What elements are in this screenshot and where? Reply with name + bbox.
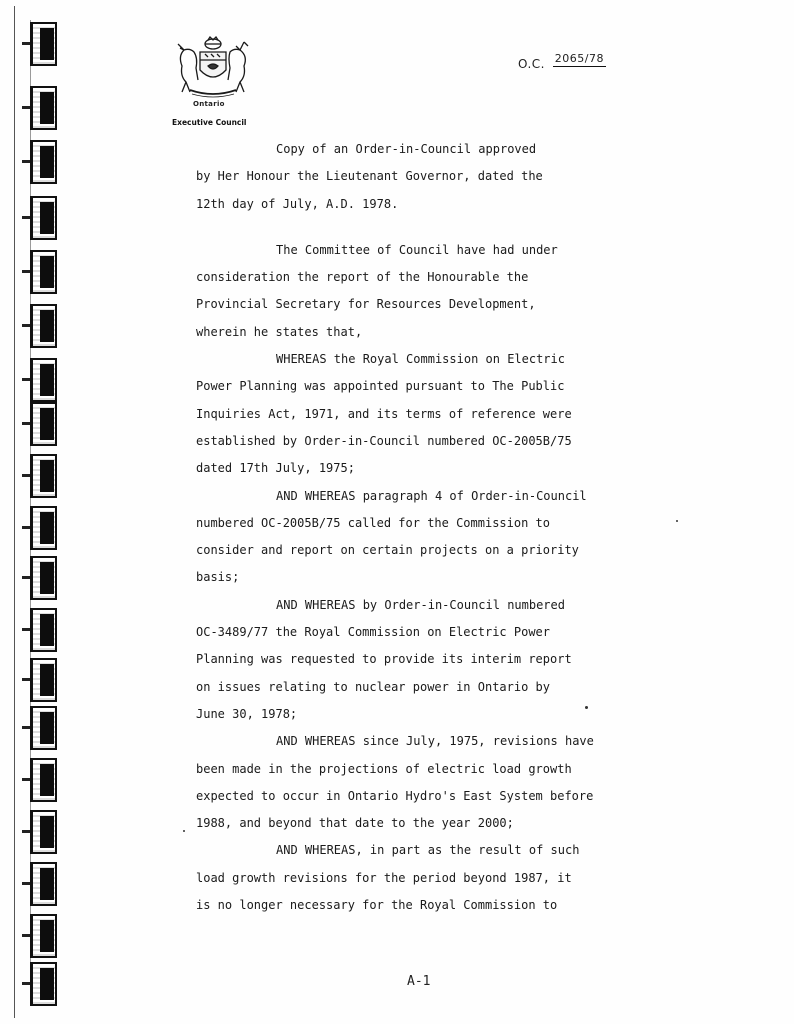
text-line: Power Planning was appointed pursuant to The Public (196, 379, 565, 394)
paragraph-whereas-2 (196, 483, 656, 592)
text-line: June 30, 1978; (196, 706, 298, 721)
binder-clip-icon (30, 962, 56, 1006)
text-line: established by Order-in-Council numbered OC-2005B/75 (196, 433, 572, 448)
oc-number: 2065/78 (554, 52, 604, 65)
text-line: numbered OC-2005B/75 called for the Commission to (196, 515, 551, 530)
binder-clip-icon (30, 914, 56, 958)
binder-clip-icon (30, 706, 56, 750)
binder-clip-icon (30, 454, 56, 498)
binder-clip-icon (30, 810, 56, 854)
binder-clip-icon (30, 140, 56, 184)
text-line: Provincial Secretary for Resources Development, (196, 297, 536, 312)
binder-clip-icon (30, 22, 56, 66)
text-line: AND WHEREAS paragraph 4 of Order-in-Council (276, 488, 587, 503)
scan-speck (676, 520, 678, 522)
text-line: WHEREAS the Royal Commission on Electric (276, 352, 565, 367)
text-line: 12th day of July, A.D. 1978. (196, 196, 399, 211)
binder-clip-icon (30, 196, 56, 240)
binder-clip-icon (30, 758, 56, 802)
binding-strip (0, 0, 70, 1024)
text-line: wherein he states that, (196, 324, 363, 339)
executive-council-label: Executive Council (172, 118, 247, 127)
text-line: basis; (196, 570, 240, 585)
page-number: A-1 (407, 974, 431, 989)
binder-clip-icon (30, 658, 56, 702)
scan-speck (585, 706, 588, 709)
binder-clip-icon (30, 358, 56, 402)
text-line: Copy of an Order-in-Council approved (276, 142, 537, 156)
order-body-text (196, 136, 656, 919)
text-line: Inquiries Act, 1971, and its terms of reference were (196, 406, 572, 421)
ontario-coat-of-arms-icon (172, 36, 254, 100)
binder-clip-icon (30, 862, 56, 906)
text-line: Planning was requested to provide its interim report (196, 652, 572, 667)
binder-clip-icon (30, 608, 56, 652)
scan-speck (183, 830, 185, 832)
paragraph-whereas-1 (196, 346, 656, 482)
crest-caption: Ontario (193, 100, 225, 108)
text-line: is no longer necessary for the Royal Commission to (196, 898, 558, 913)
binder-clip-icon (30, 556, 56, 600)
paragraph-approval (196, 136, 656, 218)
text-line: by Her Honour the Lieutenant Governor, dated the (196, 169, 543, 184)
text-line: dated 17th July, 1975; (196, 461, 355, 476)
order-in-council-reference (518, 52, 606, 73)
binder-clip-icon (30, 506, 56, 550)
text-line: OC-3489/77 the Royal Commission on Electric Power (196, 625, 551, 640)
text-line: load growth revisions for the period beyond 1987, it (196, 870, 572, 885)
paragraph-whereas-5 (196, 837, 656, 919)
text-line: expected to occur in Ontario Hydro's East System before (196, 788, 594, 803)
paragraph-whereas-4 (196, 728, 656, 837)
text-line: AND WHEREAS by Order-in-Council numbered (276, 597, 565, 612)
text-line: AND WHEREAS since July, 1975, revisions have (276, 734, 594, 749)
text-line: The Committee of Council have had under (276, 242, 558, 257)
binding-rail (14, 6, 15, 1018)
binder-clip-icon (30, 86, 56, 130)
text-line: on issues relating to nuclear power in Ontario by (196, 679, 551, 694)
paragraph-committee (196, 237, 656, 346)
binder-clip-icon (30, 304, 56, 348)
oc-prefix: O.C. (518, 57, 545, 71)
text-line: 1988, and beyond that date to the year 2000; (196, 816, 514, 831)
binder-clip-icon (30, 402, 56, 446)
text-line: consider and report on certain projects on a priority (196, 543, 579, 558)
text-line: been made in the projections of electric load growth (196, 761, 572, 776)
text-line: AND WHEREAS, in part as the result of such (276, 843, 580, 858)
binder-clip-icon (30, 250, 56, 294)
text-line: consideration the report of the Honourable the (196, 270, 529, 285)
